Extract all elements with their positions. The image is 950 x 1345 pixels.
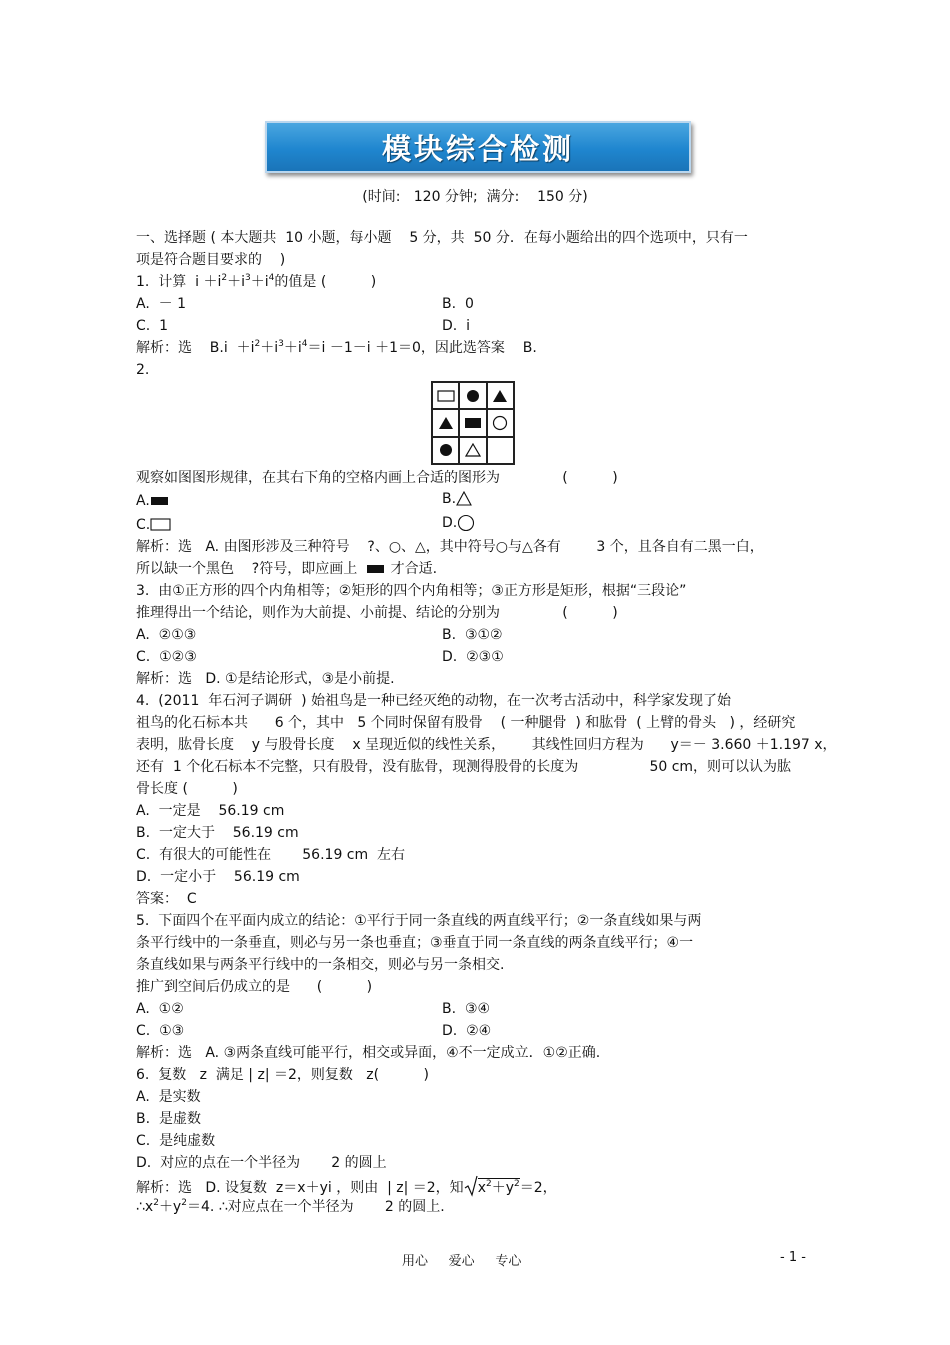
q4-option-b: B. 一定大于 56.19 cm — [136, 825, 299, 841]
q1-answer — [136, 338, 537, 358]
q4-stem-line4: 还有 1 个化石标本不完整，只有股骨，没有肱骨，现测得股骨的长度为 50 cm，则可以认为肱 — [136, 759, 792, 775]
q5-option-b: B. ③④ — [442, 1001, 491, 1017]
white-circle-icon — [457, 514, 475, 532]
q2-option-a — [136, 491, 170, 511]
exam-info: (时间: 120 分钟; 满分: 150 分) — [362, 189, 588, 205]
q6-answer-part: ＝2， — [519, 1180, 557, 1196]
q5-stem-line4: 推广到空间后仍成立的是 ( ) — [136, 979, 373, 995]
footer-motto: 用心 爱心 专心 — [402, 1254, 522, 1269]
q2-answer-line1: 解析：选 A. 由图形涉及三种符号 ?、○、△，其中符号○与△各有 3 个，且各自有二黑一白， — [136, 539, 764, 555]
q5-answer: 解析：选 A. ③两条直线可能平行，相交或异面，④不一定成立．①②正确. — [136, 1045, 601, 1061]
q2-stem: 观察如图图形规律，在其右下角的空格内画上合适的图形为 ( ) — [136, 470, 618, 486]
q6-answer-part: ∴x — [136, 1199, 154, 1215]
symbol-grid — [431, 381, 515, 465]
q2-option-b — [442, 489, 472, 509]
q2-option-label: D. — [442, 515, 458, 531]
q6-answer-part: ＝4. ∴对应点在一个半径为 2 的圆上. — [186, 1199, 445, 1215]
q1-stem-part: ＋i — [250, 274, 269, 290]
q3-stem-line2: 推理得出一个结论，则作为大前提、小前提、结论的分别为 ( ) — [136, 605, 618, 621]
q6-answer-line2 — [136, 1197, 445, 1217]
q5-option-d: D. ②④ — [442, 1023, 492, 1039]
black-triangle-icon — [438, 416, 454, 430]
q1-option-c: C. 1 — [136, 318, 169, 334]
q4-answer: 答案： C — [136, 891, 197, 907]
q4-stem-line3: 表明，肱骨长度 y 与股骨长度 x 呈现近似的线性关系， 其线性回归方程为 y＝－ 3.660 ＋1.197 x， — [136, 737, 837, 753]
q5-option-c: C. ①③ — [136, 1023, 185, 1039]
radicand — [478, 1178, 520, 1196]
q2-answer-part: 所以缺一个黑色 ?符号，即应画上 — [136, 561, 367, 577]
q3-option-d: D. ②③① — [442, 649, 504, 665]
page-number: - 1 - — [780, 1250, 806, 1265]
q6-exp: 2 — [153, 1198, 159, 1208]
q1-exp: 3 — [278, 339, 284, 349]
q1-exp: 4 — [268, 273, 275, 283]
q2-option-label: C. — [136, 517, 151, 533]
grid-cell — [432, 437, 459, 464]
q3-stem-line1: 3. 由①正方形的四个内角相等；②矩形的四个内角相等；③正方形是矩形，根据“三段论” — [136, 583, 687, 599]
q1-option-b: B. 0 — [442, 296, 474, 312]
q6-option-d: D. 对应的点在一个半径为 2 的圆上 — [136, 1155, 387, 1171]
q2-answer-line2 — [136, 559, 437, 579]
q1-stem — [136, 272, 376, 292]
title-banner — [265, 121, 691, 173]
white-rectangle-icon — [437, 390, 455, 402]
q3-option-b: B. ③①② — [442, 627, 503, 643]
black-rectangle-icon — [464, 417, 482, 429]
q5-stem-line2: 条平行线中的一条垂直，则必与另一条也垂直；③垂直于同一条直线的两条直线平行；④一 — [136, 935, 694, 951]
white-triangle-icon — [465, 443, 481, 457]
black-triangle-icon — [492, 389, 508, 403]
q2-number: 2. — [136, 362, 150, 378]
q1-exp: 3 — [245, 273, 251, 283]
q6-option-b: B. 是虚数 — [136, 1111, 201, 1127]
radicand-part: x — [477, 1180, 486, 1196]
q1-exp: 2 — [254, 339, 261, 349]
grid-cell — [487, 409, 514, 436]
q5-stem-line1: 5. 下面四个在平面内成立的结论：①平行于同一条直线的两直线平行；②一条直线如果与两 — [136, 913, 702, 929]
black-circle-icon — [439, 443, 453, 457]
section-heading-line1: 一、选择题 ( 本大题共 10 小题，每小题 5 分，共 50 分．在每小题给出的四个选项中，只有一 — [136, 230, 748, 246]
q6-option-a: A. 是实数 — [136, 1089, 201, 1105]
grid-cell — [459, 437, 486, 464]
black-circle-icon — [466, 389, 480, 403]
q1-stem-part: 的值是 ( ) — [274, 274, 377, 290]
radicand-exp: 2 — [514, 1179, 520, 1189]
q1-answer-part: ＋i — [283, 340, 302, 356]
q1-option-a: A. － 1 — [136, 296, 187, 312]
q1-stem-part: ＋i — [227, 274, 246, 290]
q1-option-d: D. i — [442, 318, 471, 334]
grid-cell — [459, 382, 486, 409]
q1-stem-part: 1. 计算 i ＋i — [136, 274, 222, 290]
page-title: 模块综合检测 — [381, 131, 574, 166]
q6-answer-part: ＋y — [158, 1199, 182, 1215]
q6-answer-line1 — [136, 1175, 557, 1198]
q2-answer-part: 才合适. — [386, 561, 438, 577]
q1-answer-part: ＋i — [260, 340, 279, 356]
grid-cell-empty — [487, 437, 514, 464]
q5-stem-line3: 条直线如果与两条平行线中的一条相交，则必与另一条相交. — [136, 957, 505, 973]
q2-option-label: B. — [442, 491, 457, 507]
q6-answer-part: 解析：选 D. 设复数 z＝x＋yi ，则由 | z| ＝2，知 — [136, 1180, 464, 1196]
white-rectangle-icon — [150, 518, 172, 532]
q6-exp: 2 — [181, 1198, 187, 1208]
q6-stem: 6. 复数 z 满足 | z| ＝2，则复数 z( ) — [136, 1067, 430, 1083]
black-rectangle-icon — [150, 495, 170, 507]
grid-cell — [432, 382, 459, 409]
q5-option-a: A. ①② — [136, 1001, 184, 1017]
q4-option-d: D. 一定小于 56.19 cm — [136, 869, 300, 885]
q1-exp: 4 — [301, 339, 308, 349]
grid-cell — [432, 409, 459, 436]
q6-option-c: C. 是纯虚数 — [136, 1133, 216, 1149]
q3-option-c: C. ①②③ — [136, 649, 197, 665]
radicand-part: ＋y — [491, 1180, 515, 1196]
q1-answer-part: 解析：选 B.i ＋i — [136, 340, 255, 356]
q2-option-c — [136, 515, 172, 535]
black-rectangle-icon — [366, 563, 386, 575]
q2-option-d — [442, 513, 475, 533]
radicand-exp: 2 — [485, 1179, 492, 1189]
q2-option-label: A. — [136, 493, 150, 509]
q4-option-a: A. 一定是 56.19 cm — [136, 803, 285, 819]
q4-stem-line1: 4. (2011 年石河子调研 ) 始祖鸟是一种已经灭绝的动物，在一次考古活动中，科学家发现了始 — [136, 693, 732, 709]
q4-stem-line5: 骨长度 ( ) — [136, 781, 238, 797]
square-root-expression — [464, 1175, 520, 1198]
q3-answer: 解析：选 D. ①是结论形式，③是小前提. — [136, 671, 395, 687]
q4-stem-line2: 祖鸟的化石标本共 6 个，其中 5 个同时保留有股骨 ( 一种腿骨 ) 和肱骨 ( 上臂的骨头 ) ，经研究 — [136, 715, 796, 731]
radical-sign-icon — [464, 1175, 478, 1197]
q1-answer-part: ＝i －1－i ＋1＝0，因此选答案 B. — [307, 340, 537, 356]
q4-option-c: C. 有很大的可能性在 56.19 cm 左右 — [136, 847, 406, 863]
q1-exp: 2 — [221, 273, 228, 283]
grid-cell — [459, 409, 486, 436]
white-circle-icon — [492, 415, 508, 431]
white-triangle-icon — [456, 491, 472, 507]
section-heading-line2: 项是符合题目要求的 ) — [136, 252, 286, 268]
q3-option-a: A. ②①③ — [136, 627, 197, 643]
grid-cell — [487, 382, 514, 409]
